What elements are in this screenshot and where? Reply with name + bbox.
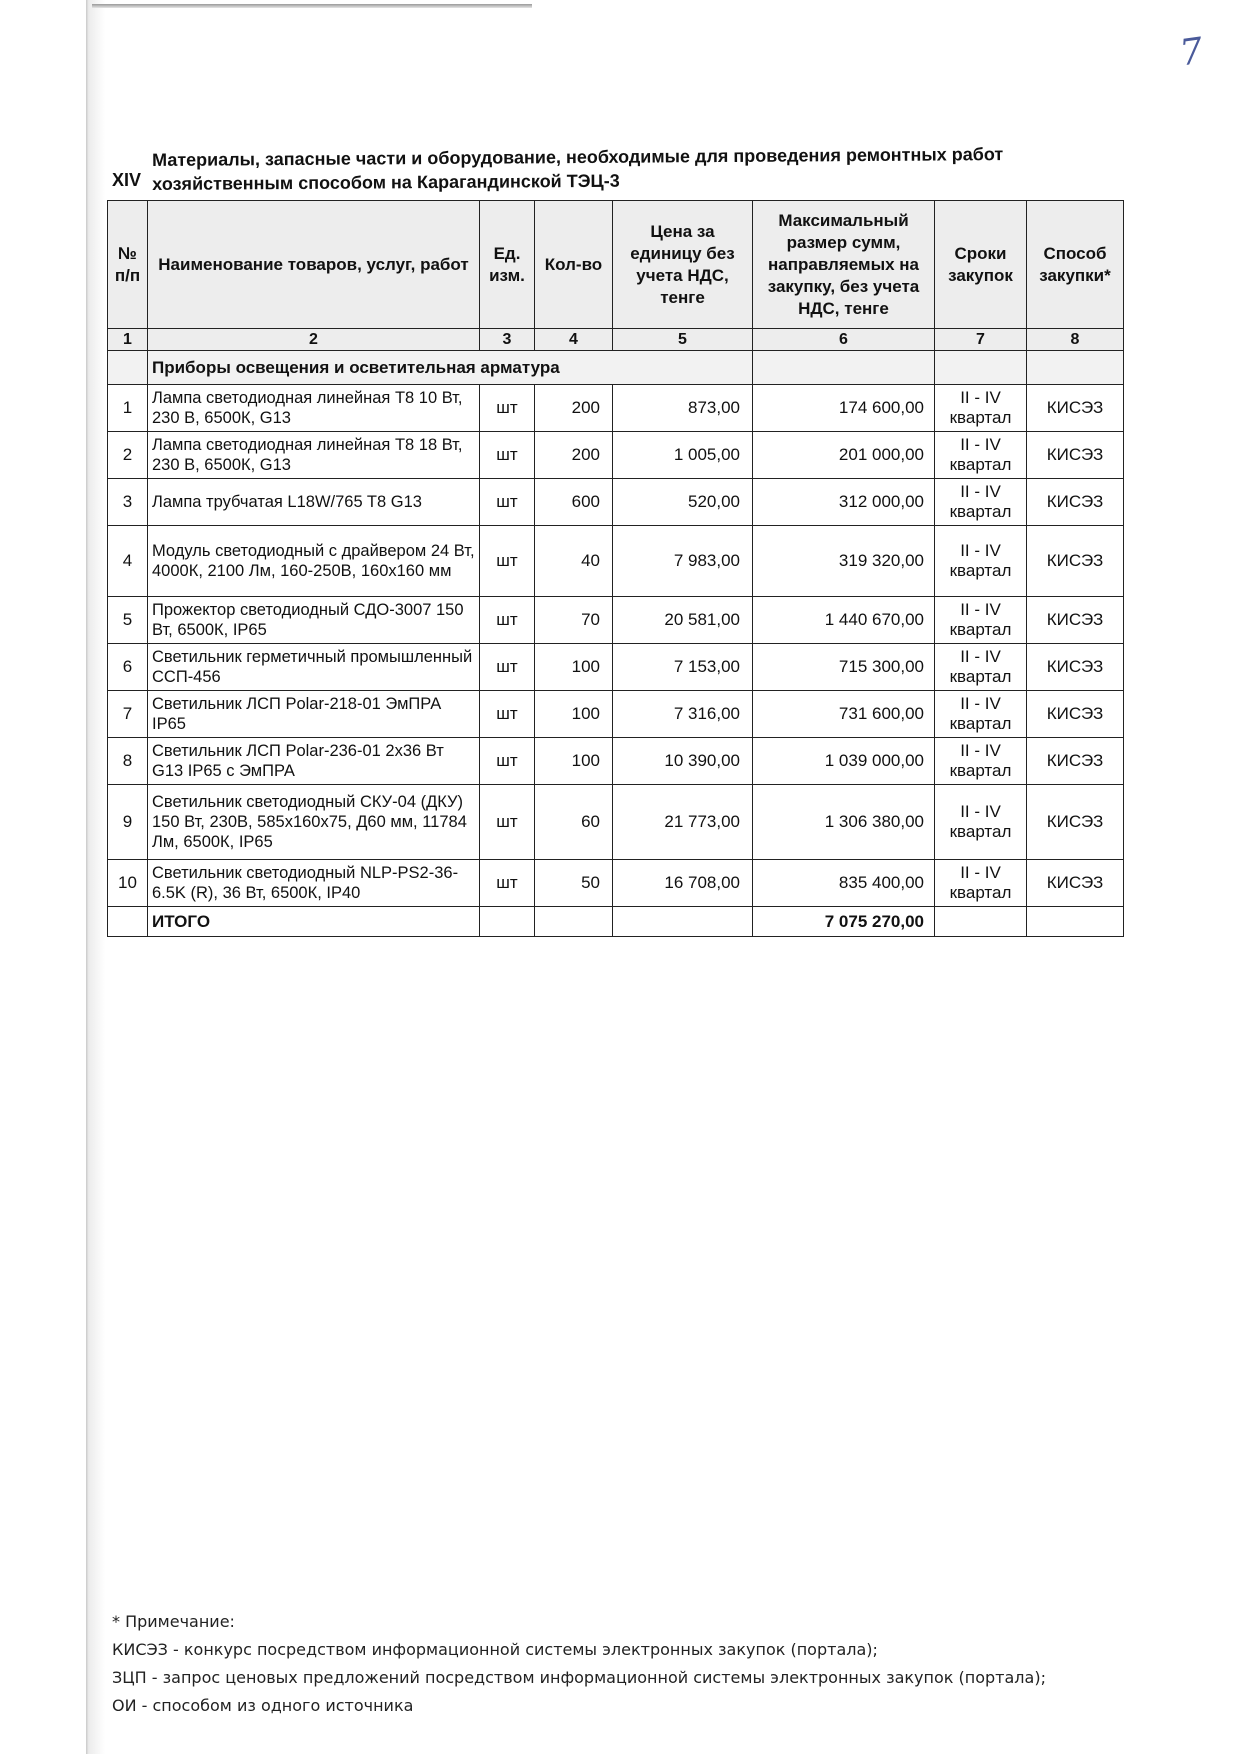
- scan-shadow: [89, 0, 105, 1754]
- item-price: 7 316,00: [613, 691, 753, 738]
- item-amount: 1 306 380,00: [753, 785, 935, 860]
- item-method: КИСЭЗ: [1027, 432, 1124, 479]
- column-number: 3: [480, 329, 535, 351]
- item-term: II - IV квартал: [935, 526, 1027, 597]
- header-cell-term: Сроки закупок: [935, 201, 1027, 329]
- total-label: ИТОГО: [148, 907, 480, 937]
- header-cell-amount: Максимальный размер сумм, направляемых на закупку, без учета НДС, тенге: [753, 201, 935, 329]
- item-method: КИСЭЗ: [1027, 385, 1124, 432]
- section-title: Материалы, запасные части и оборудование, необходимые для проведения ремонтных работ хозяйственным способом на Карагандинской ТЭЦ-3: [152, 144, 1004, 194]
- item-term: II - IV квартал: [935, 385, 1027, 432]
- row-number: 8: [108, 738, 148, 785]
- row-number: 3: [108, 479, 148, 526]
- header-cell-qty: Кол-во: [535, 201, 613, 329]
- group-empty-cell: [108, 351, 148, 385]
- row-number: 1: [108, 385, 148, 432]
- header-cell-method: Способ закупки*: [1027, 201, 1124, 329]
- item-name: Светильник ЛСП Polar-236-01 2х36 Вт G13 IP65 с ЭмПРА: [148, 738, 480, 785]
- item-price: 7 153,00: [613, 644, 753, 691]
- item-price: 1 005,00: [613, 432, 753, 479]
- total-row: [108, 907, 1124, 937]
- table-row: [108, 785, 1124, 860]
- item-amount: 731 600,00: [753, 691, 935, 738]
- footnote-heading: * Примечание:: [112, 1612, 235, 1631]
- item-term: II - IV квартал: [935, 479, 1027, 526]
- total-empty-cell: [935, 907, 1027, 937]
- item-unit: шт: [480, 479, 535, 526]
- item-name: Светильник герметичный промышленный ССП-456: [148, 644, 480, 691]
- column-numbers-row: [108, 329, 1124, 351]
- item-qty: 100: [535, 691, 613, 738]
- item-unit: шт: [480, 597, 535, 644]
- group-row: [108, 351, 1124, 385]
- item-name: Лампа трубчатая L18W/765 T8 G13: [148, 479, 480, 526]
- item-method: КИСЭЗ: [1027, 526, 1124, 597]
- item-name: Лампа светодиодная линейная Т8 10 Вт, 230 В, 6500К, G13: [148, 385, 480, 432]
- item-amount: 174 600,00: [753, 385, 935, 432]
- total-empty-cell: [480, 907, 535, 937]
- item-qty: 100: [535, 738, 613, 785]
- item-qty: 200: [535, 432, 613, 479]
- row-number: 7: [108, 691, 148, 738]
- table-row: [108, 479, 1124, 526]
- item-qty: 40: [535, 526, 613, 597]
- item-name: Прожектор светодиодный СДО-3007 150 Вт, 6500К, IP65: [148, 597, 480, 644]
- item-amount: 1 440 670,00: [753, 597, 935, 644]
- header-cell-price: Цена за единицу без учета НДС, тенге: [613, 201, 753, 329]
- header-cell-no: № п/п: [108, 201, 148, 329]
- row-number: 9: [108, 785, 148, 860]
- group-empty-cell: [1027, 351, 1124, 385]
- row-number: 5: [108, 597, 148, 644]
- footnote-line: ЗЦП - запрос ценовых предложений посредством информационной системы электронных закупок (портала);: [112, 1668, 1046, 1687]
- item-amount: 319 320,00: [753, 526, 935, 597]
- item-price: 21 773,00: [613, 785, 753, 860]
- item-unit: шт: [480, 432, 535, 479]
- total-empty-cell: [108, 907, 148, 937]
- item-price: 10 390,00: [613, 738, 753, 785]
- item-qty: 50: [535, 860, 613, 907]
- item-qty: 200: [535, 385, 613, 432]
- row-number: 2: [108, 432, 148, 479]
- table-row: [108, 597, 1124, 644]
- table-row: [108, 644, 1124, 691]
- total-empty-cell: [613, 907, 753, 937]
- scan-edge-left: [86, 0, 89, 1754]
- item-method: КИСЭЗ: [1027, 479, 1124, 526]
- row-number: 10: [108, 860, 148, 907]
- item-name: Светильник светодиодный NLP-PS2-36-6.5K (R), 36 Вт, 6500К, IP40: [148, 860, 480, 907]
- row-number: 4: [108, 526, 148, 597]
- group-empty-cell: [935, 351, 1027, 385]
- item-unit: шт: [480, 526, 535, 597]
- item-qty: 70: [535, 597, 613, 644]
- item-term: II - IV квартал: [935, 432, 1027, 479]
- item-amount: 312 000,00: [753, 479, 935, 526]
- footnote-line: КИСЭЗ - конкурс посредством информационной системы электронных закупок (портала);: [112, 1640, 878, 1659]
- item-price: 16 708,00: [613, 860, 753, 907]
- column-number: 4: [535, 329, 613, 351]
- table-row: [108, 860, 1124, 907]
- footnote-line: ОИ - способом из одного источника: [112, 1696, 414, 1715]
- procurement-table: [107, 200, 1124, 937]
- item-term: II - IV квартал: [935, 860, 1027, 907]
- item-term: II - IV квартал: [935, 691, 1027, 738]
- total-amount: 7 075 270,00: [753, 907, 935, 937]
- item-unit: шт: [480, 691, 535, 738]
- item-unit: шт: [480, 860, 535, 907]
- scan-edge-top: [92, 4, 532, 8]
- footnote: [112, 1608, 1212, 1720]
- item-name: Светильник светодиодный СКУ-04 (ДКУ) 150 Вт, 230В, 585х160х75, Д60 мм, 11784 Лм, 6500К, IP65: [148, 785, 480, 860]
- table-row: [108, 691, 1124, 738]
- item-term: II - IV квартал: [935, 644, 1027, 691]
- table-row: [108, 526, 1124, 597]
- item-unit: шт: [480, 385, 535, 432]
- item-price: 873,00: [613, 385, 753, 432]
- item-qty: 100: [535, 644, 613, 691]
- item-price: 7 983,00: [613, 526, 753, 597]
- table-row: [108, 432, 1124, 479]
- item-term: II - IV квартал: [935, 738, 1027, 785]
- column-number: 1: [108, 329, 148, 351]
- item-name: Светильник ЛСП Polar-218-01 ЭмПРА IP65: [148, 691, 480, 738]
- group-title: Приборы освещения и осветительная арматура: [148, 351, 753, 385]
- item-price: 520,00: [613, 479, 753, 526]
- column-number: 6: [753, 329, 935, 351]
- handwritten-page-number: 7: [1177, 30, 1206, 75]
- item-qty: 600: [535, 479, 613, 526]
- column-number: 5: [613, 329, 753, 351]
- item-term: II - IV квартал: [935, 597, 1027, 644]
- header-cell-unit: Ед. изм.: [480, 201, 535, 329]
- item-qty: 60: [535, 785, 613, 860]
- table-header-row: [108, 201, 1124, 329]
- table-row: [108, 385, 1124, 432]
- group-empty-cell: [753, 351, 935, 385]
- item-price: 20 581,00: [613, 597, 753, 644]
- header-cell-name: Наименование товаров, услуг, работ: [148, 201, 480, 329]
- item-amount: 715 300,00: [753, 644, 935, 691]
- item-term: II - IV квартал: [935, 785, 1027, 860]
- column-number: 2: [148, 329, 480, 351]
- item-method: КИСЭЗ: [1027, 691, 1124, 738]
- section-number: XIV: [112, 170, 142, 190]
- item-name: Модуль светодиодный с драйвером 24 Вт, 4000К, 2100 Лм, 160-250В, 160х160 мм: [148, 526, 480, 597]
- total-empty-cell: [535, 907, 613, 937]
- item-method: КИСЭЗ: [1027, 597, 1124, 644]
- item-amount: 1 039 000,00: [753, 738, 935, 785]
- item-method: КИСЭЗ: [1027, 644, 1124, 691]
- table-row: [108, 738, 1124, 785]
- item-unit: шт: [480, 738, 535, 785]
- section-header: [112, 144, 1122, 200]
- total-empty-cell: [1027, 907, 1124, 937]
- item-unit: шт: [480, 785, 535, 860]
- item-name: Лампа светодиодная линейная Т8 18 Вт, 230 В, 6500К, G13: [148, 432, 480, 479]
- item-amount: 201 000,00: [753, 432, 935, 479]
- item-method: КИСЭЗ: [1027, 738, 1124, 785]
- item-unit: шт: [480, 644, 535, 691]
- column-number: 7: [935, 329, 1027, 351]
- column-number: 8: [1027, 329, 1124, 351]
- row-number: 6: [108, 644, 148, 691]
- item-method: КИСЭЗ: [1027, 785, 1124, 860]
- item-amount: 835 400,00: [753, 860, 935, 907]
- item-method: КИСЭЗ: [1027, 860, 1124, 907]
